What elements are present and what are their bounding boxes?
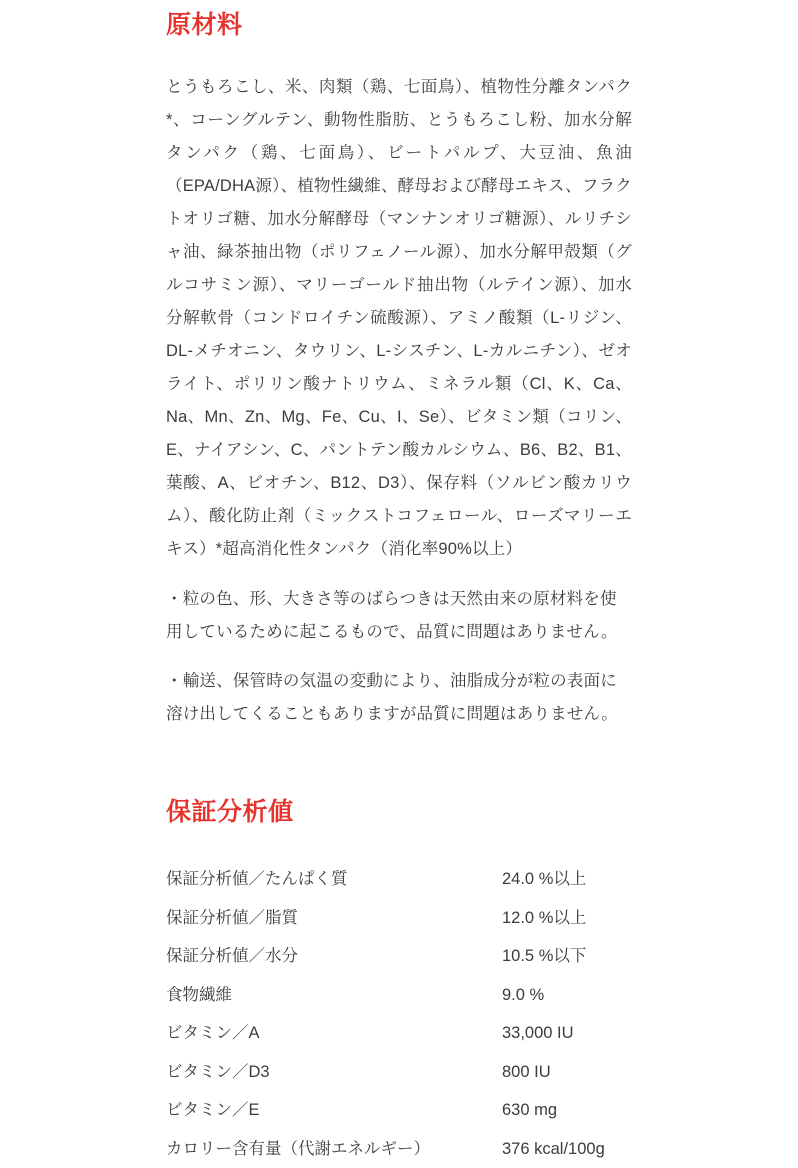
ingredients-note-appearance: ・粒の色、形、大きさ等のばらつきは天然由来の原材料を使用しているために起こるもので、品質に問題はありません。 xyxy=(166,589,618,641)
analysis-value: 10.5 %以下 xyxy=(502,947,587,966)
analysis-value: 630 mg xyxy=(502,1101,558,1120)
analysis-value: 33,000 IU xyxy=(502,1024,574,1043)
ingredients-note-storage: ・輸送、保管時の気温の変動により、油脂成分が粒の表面に溶け出してくることもありますが品質に問題はありません。 xyxy=(166,672,618,723)
analysis-label: ビタミン／D3 xyxy=(166,1062,270,1081)
table-row xyxy=(166,1091,632,1130)
analysis-label: ビタミン／E xyxy=(166,1101,260,1120)
analysis-value: 12.0 %以上 xyxy=(502,908,587,927)
analysis-label: 保証分析値／たんぱく質 xyxy=(166,870,348,888)
analysis-value: 376 kcal/100g xyxy=(502,1139,605,1158)
analysis-label: 保証分析値／水分 xyxy=(166,947,298,966)
table-row xyxy=(166,937,632,976)
analysis-label: カロリー含有量（代謝エネルギー） xyxy=(166,1139,430,1158)
table-row xyxy=(166,1130,632,1168)
table-row xyxy=(166,1053,632,1092)
table-row xyxy=(166,899,632,938)
analysis-table xyxy=(166,860,632,1168)
analysis-table-body xyxy=(166,860,632,1168)
analysis-label: 食物繊維 xyxy=(166,985,232,1004)
analysis-heading: 保証分析値 xyxy=(166,798,294,826)
table-row xyxy=(166,860,632,899)
analysis-value: 24.0 %以上 xyxy=(502,870,587,888)
analysis-label: 保証分析値／脂質 xyxy=(166,908,298,927)
table-row xyxy=(166,976,632,1015)
analysis-label: ビタミン／A xyxy=(166,1024,260,1043)
analysis-value: 800 IU xyxy=(502,1062,551,1081)
analysis-value: 9.0 % xyxy=(502,985,545,1004)
table-row xyxy=(166,1014,632,1053)
ingredients-text: とうもろこし、米、肉類（鶏、七面鳥）、植物性分離タンパク*、コーングルテン、動物性脂肪、とうもろこし粉、加水分解タンパク（鶏、七面鳥）、ビートパルプ、大豆油、魚油（EPA/DHA源）、植物性繊維、酵母および酵母エキス、フラクトオリゴ糖、加水分解酵母（マンナンオリゴ糖源）、ルリチシャ油、緑茶抽出物（ポリフェノール源）、加水分解甲殻類（グルコサミン源）、マリーゴールド抽出物（ルテイン源）、加水分解軟骨（コンドロイチン硫酸源）、アミノ酸類（L-リジン、DL-メチオニン、タウリン、L-シスチン、L-カルニチン）、ゼオライト、ポリリン酸ナトリウム、ミネラル類（Cl、K、Ca、Na、Mn、Zn、Mg、Fe、Cu、I、Se）、ビタミン類（コリン、E、ナイアシン、C、パントテン酸カルシウム、B6、B2、B1、葉酸、A、ビオチン、B12、D3）、保存料（ソルビン酸カリウム）、酸化防止剤（ミックストコフェロール、ローズマリーエキス）*超高消化性タンパク（消化率90%以上） xyxy=(166,78,632,558)
ingredients-heading: 原材料 xyxy=(166,11,243,39)
